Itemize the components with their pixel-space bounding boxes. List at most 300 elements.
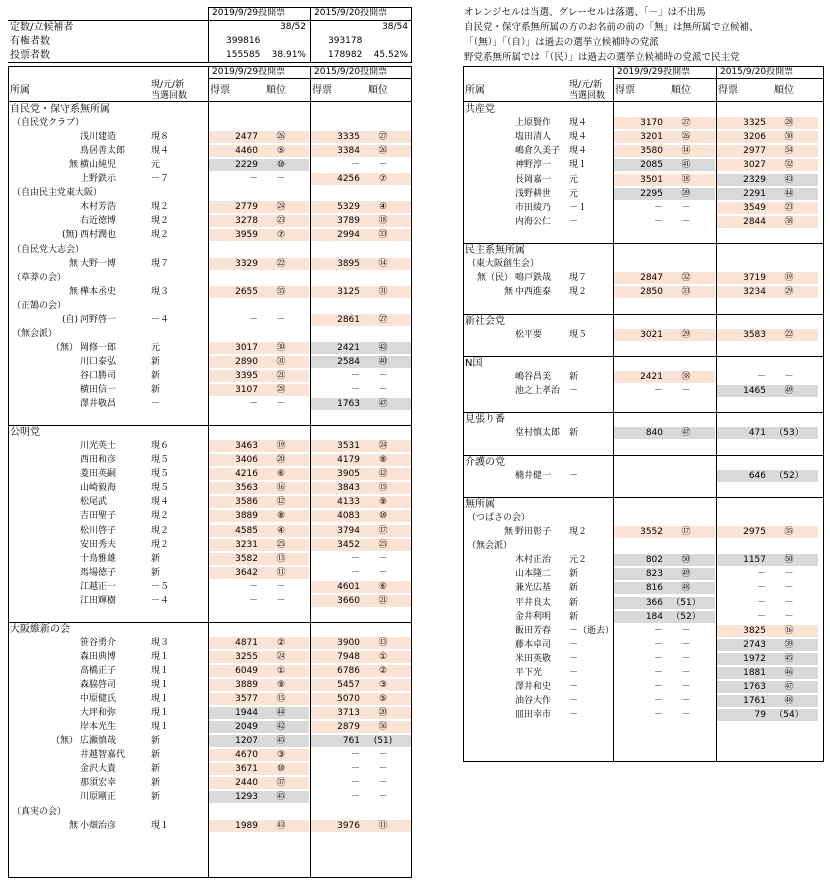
note-line-4: 野党系無所属では「（民）」は過去の選挙立候補時の党派で民主党 (464, 52, 740, 63)
rank-2015: ㉖ (378, 146, 388, 157)
candidate-name: 広瀬慎哉 (80, 736, 117, 747)
votes-2015: 2329 (743, 174, 766, 185)
group-label: 共産党 (465, 104, 495, 115)
summary-turnout-pct-2019: 38.91% (271, 50, 306, 60)
subgroup-label: （自民党クラブ） (12, 118, 85, 129)
rank-2015: ㉓ (784, 202, 794, 213)
votes-2015: 3900 (337, 637, 360, 648)
left-results-table (8, 66, 412, 878)
rank-2019: ⑲ (276, 441, 286, 452)
rank-2015: ⑮ (378, 483, 388, 494)
votes-2019: 2229 (235, 160, 258, 171)
rank-2015: ㊺ (784, 653, 794, 664)
subgroup-label: （東大阪創生会） (467, 259, 540, 270)
rank-2015: ㊷ (378, 342, 388, 353)
rank-2019 (666, 470, 706, 483)
votes-2015: － (350, 764, 360, 775)
rank-2019: ㊿ (681, 555, 691, 566)
candidate-status: 新 (151, 356, 161, 367)
votes-2015: 3825 (743, 625, 766, 636)
votes-2019: － (248, 595, 258, 606)
candidate-status: 現５ (151, 483, 170, 494)
rank-2019: ㊹ (276, 708, 286, 719)
votes-2015: 3384 (337, 146, 360, 157)
candidate-status: 新 (569, 611, 579, 622)
rank-2015: ㊻ (784, 668, 794, 678)
candidate-status: 現３ (151, 637, 170, 648)
candidate-status: 新 (151, 750, 161, 761)
candidate-name: 内海公仁 (515, 216, 552, 227)
votes-2019: 3406 (235, 455, 258, 466)
summary-label-voters: 有権者数 (10, 36, 50, 47)
candidate-name: 右近徳博 (80, 216, 117, 227)
candidate-status: 新 (151, 736, 161, 747)
summary-turnout-2015: 178982 (328, 50, 363, 60)
candidate-status: 新 (151, 778, 161, 789)
votes-2019: 840 (645, 428, 663, 439)
candidate-name: 森田典博 (80, 651, 117, 662)
rank-2019: ⑪ (276, 567, 286, 578)
candidate-status: 新 (569, 428, 579, 439)
candidate-name: 飯田芳春 (515, 625, 552, 636)
candidate-status: 現１ (569, 160, 588, 171)
candidate-name: 井越智嘉代 (80, 750, 126, 761)
rank-2015: ㉔ (378, 441, 388, 452)
votes-2015: 1972 (743, 653, 766, 664)
rank-2015: ⑦ (378, 174, 388, 185)
rank-2019: ⑨ (276, 680, 286, 691)
rank-2019: － (276, 174, 286, 185)
rank-2015: ④ (378, 202, 388, 213)
group-label: 見張り番 (465, 414, 505, 426)
votes-2019: 3255 (235, 651, 258, 662)
candidate-name: 澤井和史 (515, 682, 552, 693)
candidate-name: 兼光広基 (515, 583, 552, 594)
votes-2015: 3234 (743, 287, 766, 298)
votes-2019: 2295 (640, 188, 663, 199)
candidate-status: 現２ (569, 287, 588, 298)
candidate-name: 浅川建造 (80, 132, 117, 143)
candidate-status: － (569, 696, 579, 707)
rank-2015: ⑬ (378, 637, 388, 648)
subgroup-label: （つばさの会） (467, 512, 531, 523)
votes-2019: 2890 (235, 356, 258, 367)
rank-2019: ㉙ (681, 329, 691, 340)
candidate-name: 中西進泰 (515, 287, 552, 298)
votes-2019: 1207 (235, 736, 258, 747)
subgroup-label: （真実の会） (12, 806, 67, 817)
rank-2019: ⑭ (681, 146, 691, 157)
rank-2019: ㉒ (276, 258, 286, 269)
votes-2019: 3642 (235, 567, 258, 578)
rank-2015: － (784, 583, 794, 594)
candidate-status: － (569, 710, 579, 721)
rank-2015: ㉙ (784, 287, 794, 298)
rank-2015: ㉚ (784, 132, 794, 143)
rank-2019: － (681, 202, 691, 213)
subgroup-label: （無会派） (467, 541, 513, 552)
rank-2019: ㉚ (276, 342, 286, 353)
candidate-status: 現４ (569, 132, 588, 143)
candidate-status: － (569, 386, 579, 396)
candidate-name: 谷口勝司 (80, 370, 117, 381)
votes-2015: 1761 (743, 696, 766, 707)
votes-2015: 646 (748, 470, 766, 481)
header-party: 所属 (465, 85, 485, 96)
votes-2019: － (248, 399, 258, 410)
candidate-status: 新 (569, 583, 579, 594)
candidate-name: 藤本卓司 (515, 639, 552, 650)
candidate-name: 河野啓一 (80, 314, 117, 325)
rank-2015: － (378, 160, 388, 171)
rank-2019: ㊶ (681, 160, 691, 171)
rank-2015: － (378, 792, 388, 803)
votes-2019: 2049 (235, 722, 258, 733)
group-label: 介護の党 (465, 456, 505, 468)
candidate-name: 那須宏幸 (80, 778, 117, 789)
candidate-prefix: 無 (503, 287, 513, 298)
header-2015: 2015/9/20投開票 (720, 67, 794, 77)
rank-2015: ⑤ (378, 694, 388, 705)
rank-2015: － (378, 764, 388, 775)
subgroup-label: （自由民主党東大阪） (12, 188, 103, 199)
subgroup-label: （無会派） (12, 328, 58, 339)
rank-2015: ㊽ (784, 696, 794, 707)
summary-label-seats: 定数/立候補者 (10, 22, 74, 33)
votes-2019: － (653, 682, 663, 693)
votes-2015: － (350, 567, 360, 578)
rank-2019: ⑫ (276, 497, 286, 508)
candidate-name: 江田輝樹 (80, 595, 117, 606)
rank-2019: － (681, 216, 691, 227)
votes-2015: － (350, 160, 360, 171)
candidate-name: 馬場徳子 (80, 567, 117, 578)
rank-2019: － (276, 581, 286, 592)
rank-2015: ㊼ (378, 399, 388, 410)
candidate-name: 十鳥雅雄 (80, 553, 117, 564)
header-votes-0: 得票 (210, 85, 230, 96)
candidate-status: 現２ (151, 216, 170, 227)
rank-2015: ㉗ (378, 132, 388, 143)
votes-2015: 2584 (337, 356, 360, 367)
note-line-3: 「（無）」「（自）」は過去の選挙立候補時の党派 (464, 37, 659, 48)
votes-2019: － (653, 653, 663, 664)
candidate-name: 上野鉄示 (80, 174, 117, 185)
votes-2019: 2779 (235, 202, 258, 213)
rank-2019: ⑩ (276, 160, 286, 171)
votes-2019: 3463 (235, 441, 258, 452)
subgroup-label: （正鵠の会） (12, 300, 67, 311)
rank-2019: （52） (671, 611, 701, 622)
votes-2015: 2844 (743, 216, 766, 227)
summary-table (8, 7, 412, 63)
votes-2015: 4601 (337, 581, 360, 592)
votes-2019: 3501 (640, 174, 663, 185)
votes-2019: 3586 (235, 497, 258, 508)
candidate-name: 澤井敬昌 (80, 399, 117, 410)
rank-2019: － (681, 668, 691, 678)
rank-2015: ㉟ (784, 527, 794, 537)
votes-2015: 4179 (337, 455, 360, 466)
rank-2019: ㊸ (276, 820, 286, 831)
candidate-name: 上原賢作 (515, 118, 552, 129)
rank-2019: ㉔ (276, 651, 286, 662)
rank-2015: ⑲ (784, 273, 794, 284)
header-bottom (463, 101, 824, 102)
candidate-name: 木村正治 (515, 555, 552, 566)
candidate-status: 現５ (151, 469, 170, 480)
candidate-status: 新 (151, 370, 161, 381)
header-rank-1: 順位 (368, 85, 388, 96)
candidate-status: 現２ (569, 527, 588, 537)
rank-2019: ㉑ (276, 370, 286, 381)
votes-2015: － (756, 611, 766, 622)
candidate-status: 現２ (151, 230, 170, 241)
votes-2015: － (350, 370, 360, 381)
header-2015: 2015/9/20投開票 (314, 67, 388, 77)
rank-2015: ㉗ (378, 314, 388, 325)
rank-2019: － (681, 625, 691, 636)
candidate-name: 西村潤也 (80, 230, 117, 241)
candidate-name: 皿田幸市 (515, 710, 552, 721)
candidate-name: 中原健氏 (80, 694, 117, 705)
candidate-name: 平井良太 (515, 597, 552, 608)
candidate-status: － (151, 399, 161, 410)
votes-2019: 2440 (235, 778, 258, 789)
group-divider (463, 455, 824, 456)
candidate-status: 現１ (151, 694, 170, 705)
header-divider (613, 78, 824, 79)
candidate-status: 新 (151, 567, 161, 578)
votes-2015: 3549 (743, 202, 766, 213)
votes-2019: 366 (645, 597, 663, 608)
rank-2015: － (784, 611, 794, 622)
rank-2019: － (681, 653, 691, 664)
header-rank-1: 順位 (774, 85, 794, 96)
group-divider (463, 356, 824, 357)
votes-2015: 1465 (743, 386, 766, 396)
votes-2019: 3021 (640, 329, 663, 340)
rank-2015: ③ (378, 680, 388, 691)
summary-turnout-pct-2015: 45.52% (373, 50, 408, 60)
rank-2015: ② (378, 666, 388, 676)
candidate-status: 現４ (151, 497, 170, 508)
candidate-prefix: 無 (68, 820, 78, 831)
votes-2015: 4083 (337, 511, 360, 522)
candidate-name: 山崎毅海 (80, 483, 117, 494)
votes-2019: 3563 (235, 483, 258, 494)
rank-2015: ㊸ (784, 174, 794, 185)
candidate-status: 現２ (151, 525, 170, 536)
votes-2019: 3278 (235, 216, 258, 227)
rank-2015: ⑱ (378, 216, 388, 227)
rank-2015: ⑪ (378, 820, 388, 831)
candidate-status: 新 (569, 371, 579, 382)
votes-2019: 2085 (640, 160, 663, 171)
rank-2015: ⑭ (378, 258, 388, 269)
subgroup-label: （自民党大志会） (12, 244, 85, 255)
candidate-name: 木村芳浩 (80, 202, 117, 213)
rank-2019: ㊺ (276, 736, 286, 747)
votes-2015: 4256 (337, 174, 360, 185)
rank-2015: － (378, 385, 388, 395)
group-label: 公明党 (10, 427, 40, 439)
group-label: 無所属 (465, 498, 495, 510)
votes-2015: 3719 (743, 273, 766, 284)
rank-2015: (51) (373, 736, 393, 747)
votes-2015: 2975 (743, 527, 766, 537)
candidate-status: 現４ (569, 118, 588, 129)
votes-2019: － (653, 668, 663, 678)
candidate-name: 岡修一郎 (80, 342, 117, 353)
rank-2015: ㉘ (784, 118, 794, 129)
candidate-status: 現５ (569, 329, 588, 340)
votes-2015: － (756, 371, 766, 382)
candidate-name: 金沢大貴 (80, 764, 117, 775)
rank-2019: ㉔ (276, 202, 286, 213)
summary-label-turnout: 投票者数 (10, 50, 50, 61)
votes-2019 (613, 470, 663, 483)
rank-2015: ㉛ (378, 286, 388, 297)
candidate-name: 横田信一 (80, 385, 117, 395)
rank-2019: － (681, 386, 691, 396)
rank-2019: ㉘ (276, 385, 286, 395)
votes-2019: 802 (645, 555, 663, 566)
votes-2019: 3671 (235, 764, 258, 775)
votes-2019: 4585 (235, 525, 258, 536)
rank-2019: － (681, 710, 691, 721)
rank-2015: ⑥ (378, 581, 388, 592)
candidate-name: 平下光 (515, 668, 543, 678)
votes-2019: 1944 (235, 708, 258, 719)
header-2019: 2019/9/29投開票 (212, 67, 286, 77)
votes-2019: 2847 (640, 273, 663, 284)
candidate-status: －４ (151, 314, 170, 325)
rank-2019: ⑥ (276, 469, 286, 480)
candidate-name: 嶋倉久美子 (515, 146, 561, 157)
header-status: 現/元/新 (151, 80, 185, 90)
rank-2019: － (276, 399, 286, 410)
summary-header-2019: 2019/9/29投開票 (212, 8, 286, 18)
votes-2015: 3789 (337, 216, 360, 227)
candidate-prefix: （無） (50, 736, 78, 747)
candidate-status: －４ (151, 595, 170, 606)
votes-2015: 3206 (743, 132, 766, 143)
rank-2019: ㊳ (681, 371, 691, 382)
votes-2015: 1763 (743, 682, 766, 693)
header-rank-0: 順位 (266, 85, 286, 96)
candidate-name: 吉田聖子 (80, 511, 117, 522)
votes-2019: － (653, 216, 663, 227)
summary-voters-2015: 393178 (328, 36, 363, 46)
rank-2019: ⑱ (681, 174, 691, 185)
rank-2015: （54） (774, 710, 804, 721)
candidate-status: 現１ (151, 651, 170, 662)
candidate-status: － (569, 668, 579, 678)
candidate-status: － (569, 653, 579, 664)
votes-2015: 3976 (337, 820, 360, 831)
votes-2015: 2743 (743, 639, 766, 650)
rank-2015: ⑯ (784, 625, 794, 636)
rank-2019: ① (276, 666, 286, 676)
votes-2015: － (756, 597, 766, 608)
votes-2019: － (653, 639, 663, 650)
rank-2019: （51） (671, 597, 701, 608)
votes-2015: 2861 (337, 314, 360, 325)
candidate-prefix: 無 (68, 160, 78, 171)
rank-2015: ⑫ (378, 469, 388, 480)
group-divider (8, 425, 412, 426)
votes-2015: 2291 (743, 188, 766, 199)
votes-2019: 4670 (235, 750, 258, 761)
rank-2019: ㊺ (276, 792, 286, 803)
group-label: N国 (465, 357, 483, 369)
candidate-name: 堂村慎太郎 (515, 428, 561, 439)
candidate-status: 現４ (569, 146, 588, 157)
rank-2019: ⑬ (276, 553, 286, 564)
votes-2019: － (653, 625, 663, 636)
candidate-status: 現２ (151, 539, 170, 550)
candidate-name: 市田綾乃 (515, 202, 552, 213)
candidate-name: 高橋正子 (80, 666, 117, 676)
votes-2019: 184 (645, 611, 663, 622)
votes-2015: 5329 (337, 202, 360, 213)
rank-2019: ㉜ (681, 273, 691, 284)
rank-2019: － (681, 682, 691, 693)
candidate-status: 現２ (151, 511, 170, 522)
candidate-name: 森脇啓司 (80, 680, 117, 691)
votes-2019: － (653, 696, 663, 707)
candidate-prefix: 無 (68, 286, 78, 297)
votes-2015: 3843 (337, 483, 360, 494)
rank-2019: ⑩ (276, 764, 286, 775)
candidate-name: 大坪和弥 (80, 708, 117, 719)
candidate-status: 新 (569, 569, 579, 580)
candidate-status: 現１ (151, 680, 170, 691)
votes-2019: 3889 (235, 511, 258, 522)
votes-2015: 3583 (743, 329, 766, 340)
candidate-status: 現７ (569, 273, 588, 284)
note-line-1: オレンジセルは当選、グレーセルは落選、「－」は不出馬 (464, 7, 706, 18)
rank-2019: ㉝ (681, 287, 691, 298)
candidate-status: 元 (569, 188, 579, 199)
votes-2015: 2977 (743, 146, 766, 157)
rank-2019: ㊾ (681, 569, 691, 580)
candidate-name: 鳴戸鉄哉 (515, 273, 552, 284)
candidate-name: 江越正一 (80, 581, 117, 592)
rank-2019: ⑤ (276, 146, 286, 157)
candidate-name: 小畑治彦 (80, 820, 117, 831)
rank-2015: － (378, 553, 388, 564)
candidate-prefix: 無（民） (476, 273, 513, 284)
candidate-status: 現６ (151, 441, 170, 452)
votes-2019: － (248, 314, 258, 325)
votes-2019: 3582 (235, 553, 258, 564)
votes-2019: 3170 (640, 118, 663, 129)
rank-2019: ㊴ (681, 188, 691, 199)
votes-2015: 3531 (337, 441, 360, 452)
rank-2015: － (784, 597, 794, 608)
group-label: 新社会党 (465, 315, 505, 327)
rank-2015: ㊵ (378, 356, 388, 367)
subgroup-label: （草莽の会） (12, 272, 67, 283)
rank-2015: ㉕ (378, 539, 388, 550)
candidate-status: －７ (151, 174, 170, 185)
candidate-status: 元 (151, 160, 161, 171)
candidate-status: 新 (151, 553, 161, 564)
votes-2015: 471 (748, 428, 766, 439)
candidate-status: － (569, 216, 579, 227)
